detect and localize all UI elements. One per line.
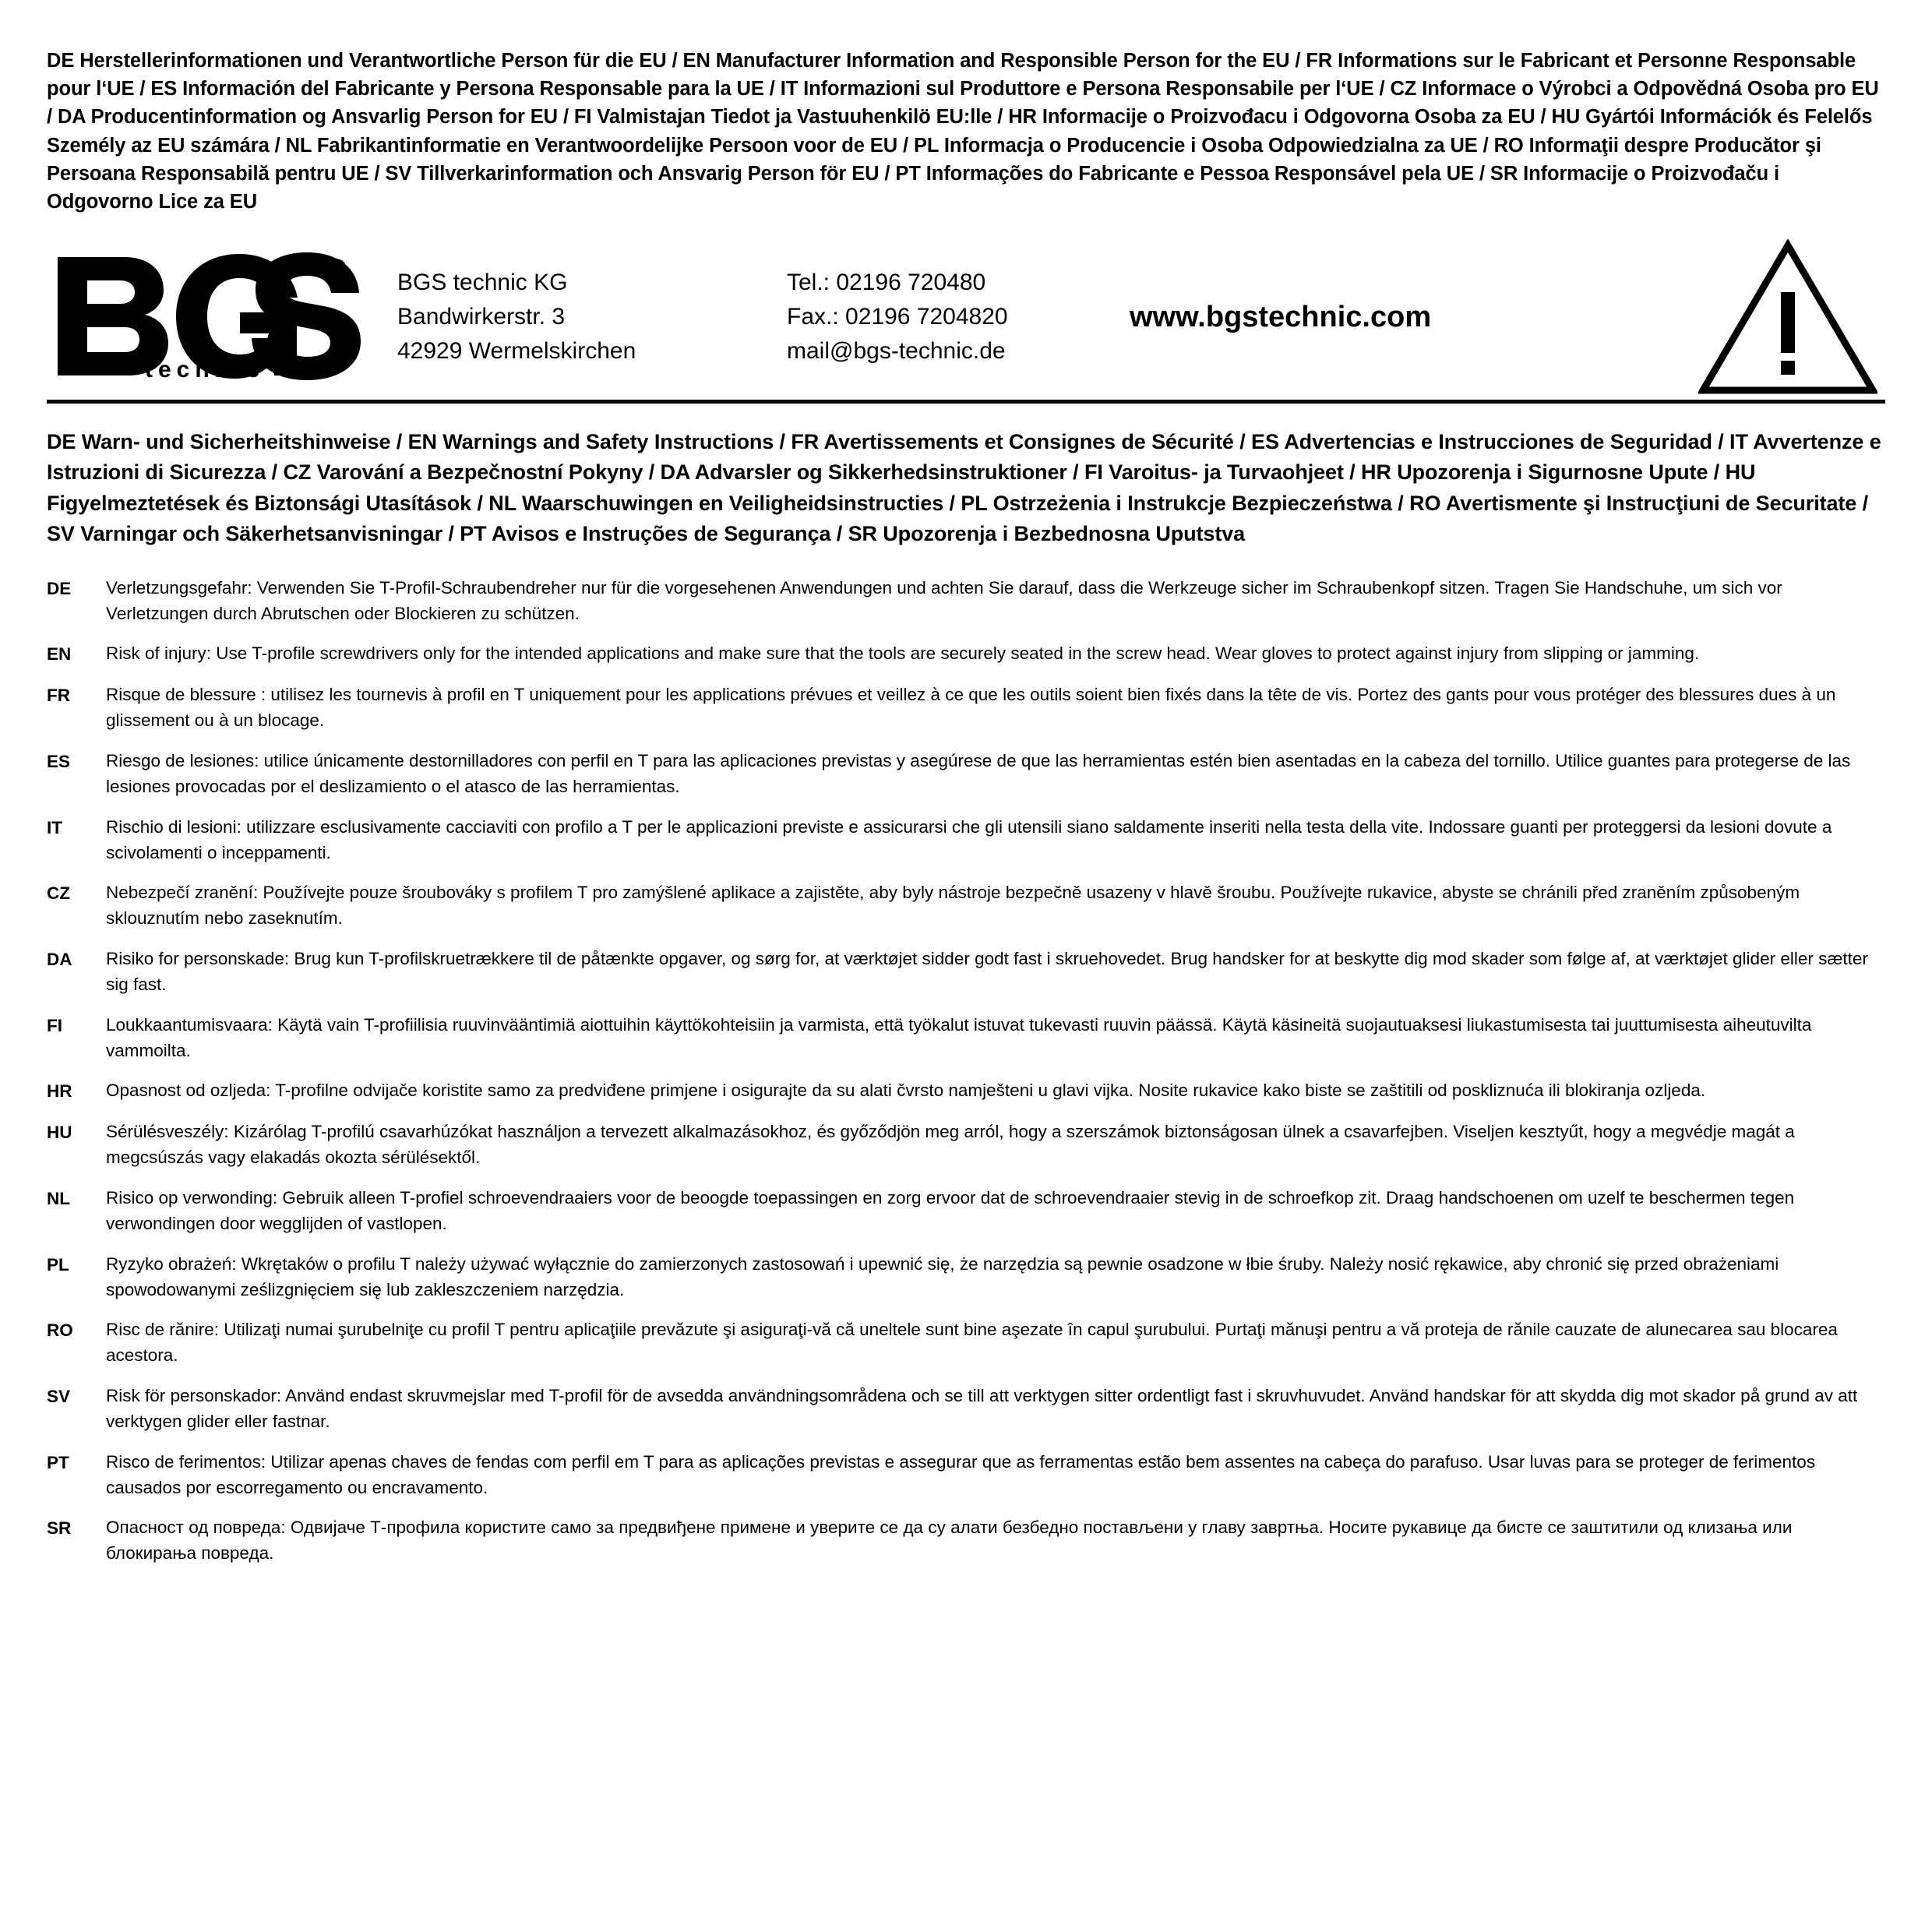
svg-text:technic: technic: [145, 357, 266, 383]
list-item: [47, 1450, 1881, 1501]
company-city: 42929 Wermelskirchen: [397, 338, 636, 365]
language-code: PT: [47, 1452, 69, 1472]
language-text: Risico op verwonding: Gebruik alleen T-profiel schroevendraaiers voor de beoogde toepassingen en zorg ervoor dat de schroevendraaier stevig in de schroefkop zit. Draag handschoenen om uzelf te beschermen tegen verwondingen door wegglijden of vastlopen.: [106, 1187, 1795, 1233]
list-item: [47, 1186, 1881, 1237]
warning-triangle-icon: [1698, 239, 1877, 395]
company-tel: Tel.: 02196 720480: [787, 269, 986, 295]
list-item: [47, 1013, 1881, 1064]
language-code: FR: [47, 686, 70, 706]
manufacturer-info-heading: DE Herstellerinformationen und Verantwortliche Person für die EU / EN Manufacturer Information and Responsible Person for the EU / FR Informations sur le Fabricant et Personne Responsable pour l‘UE / ES Información del Fabricante y Persona Responsable para la UE / IT Informazioni sul Produttore e Persona Responsabile per l‘UE / CZ Informace o Výrobci a Odpovědná Osoba pro EU / DA Producentinformation og Ansvarlig Person for EU / FI Valmistajan Tiedot ja Vastuuhenkilö EU:lle / HR Informacije o Proizvođacu i Odgovorna Osoba za EU / HU Gyártói Információk és Felelős Személy az EU számára / NL Fabrikantinformatie en Verantwoordelijke Persoon voor de EU / PL Informacja o Producencie i Osoba Odpowiedzialna za UE / RO Informaţii despre Producător şi Persoana Responsabilă pentru UE / SV Tillverkarinformation och Ansvarig Person för EU / PT Informações do Fabricante e Pessoa Responsável pela UE / SR Informacije o Proizvođaču i Odgovorno Lice za EU: [47, 50, 1879, 213]
instructions-list: [44, 576, 1888, 1567]
language-text: Risk för personskador: Använd endast skruvmejslar med T-profil för de avsedda användningsområdena och se till att verktygen sitter ordentligt fast i skruvhuvudet. Använd handskar för att skydda dig mot skador på grund av att verktygen glider eller fastnar.: [106, 1386, 1858, 1431]
bgs-logo-icon: [53, 251, 365, 383]
company-band: [44, 239, 1888, 395]
language-code: NL: [47, 1188, 70, 1208]
language-code: DA: [47, 950, 72, 970]
list-item: [47, 1119, 1881, 1171]
language-text: Risk of injury: Use T-profile screwdrivers only for the intended applications and make sure that the tools are securely seated in the screw head. Wear gloves to protect against injury from slipping or jamming.: [106, 643, 1700, 664]
language-code: DE: [47, 578, 72, 598]
language-code: HR: [47, 1081, 72, 1102]
list-item: [47, 947, 1881, 998]
language-code: SV: [47, 1387, 71, 1407]
language-text: Verletzungsgefahr: Verwenden Sie T-Profil-Schraubendreher nur für die vorgesehenen Anwendungen und achten Sie darauf, dass die Werkzeuge sicher im Schraubenkopf sitzen. Tragen Sie Handschuhe, um sich vor Verletzungen durch Abrutschen oder Blockieren zu schützen.: [106, 577, 1782, 623]
bgs-logo: [47, 251, 380, 383]
warning-triangle: [1667, 239, 1885, 395]
language-text: Risiko for personskade: Brug kun T-profilskruetrækkere til de påtænkte opgaver, og sørg for, at værktøjet sidder godt fast i skruehovedet. Brug handsker for at beskytte dig mod skader som følge af, at værktøjet glider eller sætter sig fast.: [106, 949, 1868, 994]
company-email: mail@bgs-technic.de: [787, 338, 1006, 365]
language-text: Risc de rănire: Utilizaţi numai şurubelniţe cu profil T pentru aplicaţiile prevăzute şi asiguraţi-vă că uneltele sunt bine aşezate în capul şurubului. Purtaţi mănuşi pentru a vă proteja de rănile cauzate de alunecarea sau blocarea acestora.: [106, 1320, 1838, 1366]
language-text: Loukkaantumisvaara: Käytä vain T-profiilisia ruuvinvääntimiä aiottuihin käyttökohteisiin ja varmista, että työkalut istuvat tukevasti ruuvin päässä. Käytä käsineitä suojautuaksesi liukastumisesta tai juuttumisesta aiheutuvilta vammoilta.: [106, 1014, 1812, 1060]
svg-text:®: ®: [327, 254, 347, 284]
list-item: [47, 815, 1881, 866]
language-code: IT: [47, 817, 62, 837]
language-text: Riesgo de lesiones: utilice únicamente destornilladores con perfil en T para las aplicaciones previstas y asegúrese de que las herramientas estén bien asentadas en la cabeza del tornillo. Utilice guantes para protegerse de las lesiones provocadas por el deslizamiento o el atasco de las herramientas.: [106, 751, 1851, 796]
language-code: ES: [47, 752, 71, 771]
list-item: [47, 1317, 1881, 1369]
language-code: RO: [47, 1320, 73, 1341]
list-item: [47, 1515, 1881, 1567]
language-code: PL: [47, 1254, 69, 1274]
language-code: FI: [47, 1015, 62, 1035]
list-item: [47, 749, 1881, 800]
header-divider: [47, 400, 1885, 404]
language-code: CZ: [47, 883, 70, 904]
list-item: [47, 682, 1881, 734]
list-item: [47, 880, 1881, 932]
list-item: [47, 1252, 1881, 1303]
company-name: BGS technic KG: [397, 269, 568, 295]
language-text: Ryzyko obrażeń: Wkrętaków o profilu T należy używać wyłącznie do zamierzonych zastosowań i upewnić się, że narzędzia są pewnie osadzone w łbie śruby. Należy nosić rękawice, aby chronić się przed obrażeniami spowodowanymi ześlizgnięciem się lub zakleszczeniem narzędzia.: [106, 1253, 1779, 1299]
language-text: Rischio di lesioni: utilizzare esclusivamente cacciaviti con profilo a T per le applicazioni previste e assicurarsi che gli utensili siano saldamente inseriti nella testa della vite. Indossare guanti per proteggersi da lesioni dovute a scivolamenti o inceppamenti.: [106, 816, 1832, 862]
language-text: Sérülésveszély: Kizárólag T-profilú csavarhúzókat használjon a tervezett alkalmazásokhoz, és győződjön meg arról, hogy a szerszámok biztonságosan ülnek a csavarfejben. Viseljen kesztyűt, hogy a megvédje magát a megcsúszás vagy elakadás okozta sérülésektől.: [106, 1122, 1795, 1168]
safety-heading: DE Warn- und Sicherheitshinweise / EN Warnings and Safety Instructions / FR Avertissements et Consignes de Sécurité / ES Advertencias e Instrucciones de Seguridad / IT Avvertenze e Istruzioni di Sicurezza / CZ Varování a Bezpečnostní Pokyny / DA Advarsler og Sikkerhedsinstruktioner / FI Varoitus- ja Turvaohjeet / HR Upozorenja i Sigurnosne Upute / HU Figyelmeztetések és Biztonsági Utasítások / NL Waarschuwingen en Veiligheidsinstructies / PL Ostrzeżenia i Instrukcje Bezpieczeństwa / RO Avertismente şi Instrucţiuni de Securitate / SV Varningar och Säkerhetsanvisningar / PT Avisos e Instruções de Segurança / SR Upozorenja i Bezbednosna Uputstva: [47, 430, 1881, 545]
language-code: SR: [47, 1518, 72, 1539]
language-text: Nebezpečí zranění: Používejte pouze šroubováky s profilem T pro zamýšlené aplikace a zajistěte, aby byly nástroje bezpečně usazeny v hlavě šroubu. Používejte rukavice, abyste se chránili před zraněním způsobeným sklouznutím nebo zaseknutím.: [106, 883, 1800, 929]
list-item: [47, 641, 1881, 668]
list-item: [47, 576, 1881, 627]
language-code: EN: [47, 644, 72, 665]
company-website: www.bgstechnic.com: [1130, 300, 1432, 333]
language-text: Opasnost od ozljeda: T-profilne odvijače koristite samo za predviđene primjene i osigurajte da su alati čvrsto namješteni u glavi vijka. Nosite rukavice kako biste se zaštitili od poskliznuća ili blokiranja ozljeda.: [106, 1081, 1706, 1101]
language-text: Risco de ferimentos: Utilizar apenas chaves de fendas com perfil em T para as aplicações previstas e assegurar que as ferramentas estão bem assentes na cabeça do parafuso. Usar luvas para se proteger de ferimentos causados por escorregamento ou encravamento.: [106, 1451, 1816, 1497]
company-address: [380, 266, 787, 369]
language-text: Risque de blessure : utilisez les tournevis à profil en T uniquement pour les applications prévues et veillez à ce que les outils soient bien fixés dans la tête de vis. Portez des gants pour vous protéger des blessures dues à un glissement ou à un blocage.: [106, 685, 1836, 731]
company-contact: [787, 266, 1122, 369]
company-fax: Fax.: 02196 7204820: [787, 304, 1008, 330]
list-item: [47, 1078, 1881, 1105]
list-item: [47, 1384, 1881, 1435]
language-text: Опасност од повреда: Одвијаче Т-профила користите само за предвиђене примене и уверите се да су алати безбедно постављени у главу завртња. Носите рукавице да бисте се заштитили од клизања или блокирања повреда.: [106, 1518, 1793, 1564]
language-code: HU: [47, 1123, 72, 1143]
company-street: Bandwirkerstr. 3: [397, 304, 566, 330]
